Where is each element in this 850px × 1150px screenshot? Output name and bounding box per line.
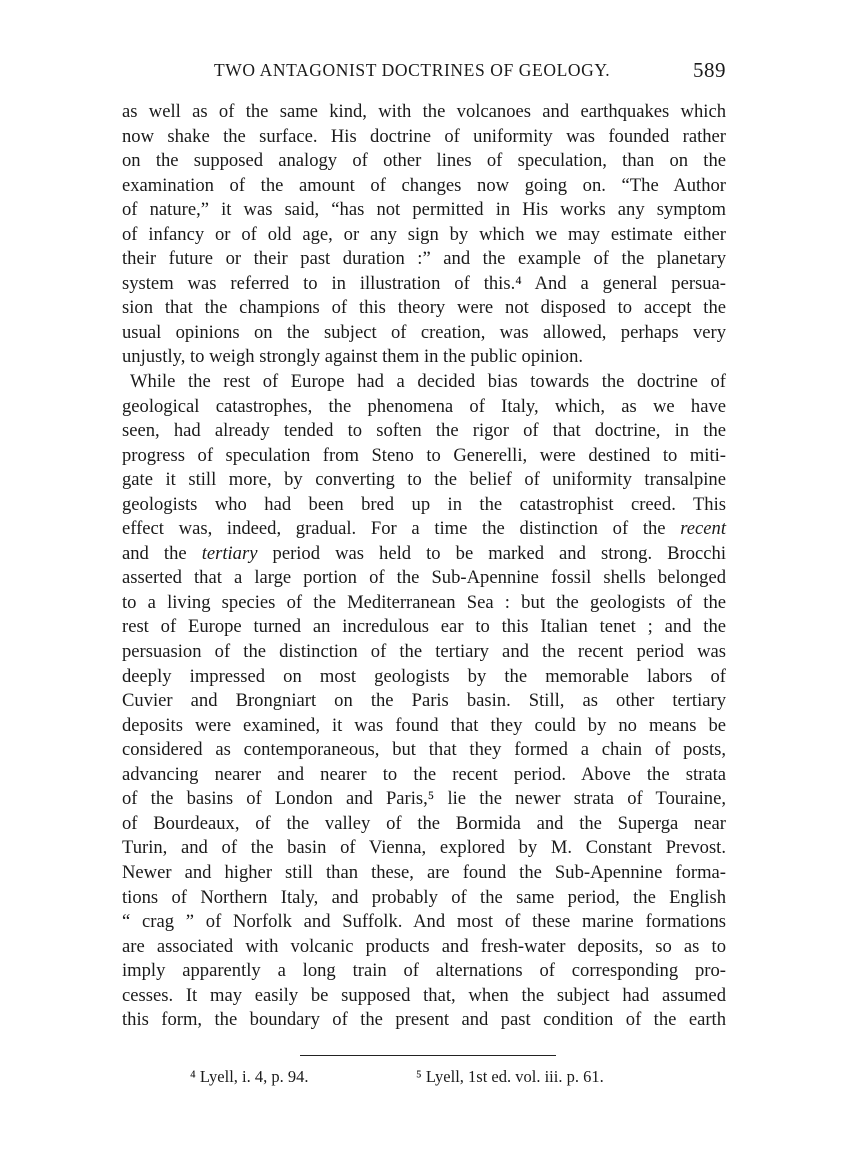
running-head [122, 58, 726, 88]
text-line: usual opinions on the subject of creation, was allowed, perhaps very [122, 321, 726, 343]
text-line: seen, had already tended to soften the rigor of that doctrine, in the [122, 420, 726, 442]
text-line: progress of speculation from Steno to Generelli, were destined to miti- [122, 444, 726, 466]
text-line: their future or their past duration :” and the example of the planetary [122, 248, 726, 270]
text-line: are associated with volcanic products and fresh-water deposits, so as to [122, 935, 726, 957]
text-line: system was referred to in illustration of this.⁴ And a general persua- [122, 272, 726, 294]
text-line: of Bourdeaux, of the valley of the Bormida and the Superga near [122, 812, 726, 834]
emphasized-word: tertiary [201, 542, 258, 564]
text-line: deeply impressed on most geologists by the memorable labors of [122, 665, 726, 687]
text-line: of infancy or of old age, or any sign by which we may estimate either [122, 223, 726, 245]
text-line: to a living species of the Mediterranean Sea : but the geologists of the [122, 591, 726, 613]
text-line: considered as contemporaneous, but that they formed a chain of posts, [122, 739, 726, 761]
page-number: 589 [693, 58, 726, 82]
text-line: asserted that a large portion of the Sub-Apennine fossil shells belonged [122, 567, 726, 589]
footnote-4: ⁴ Lyell, i. 4, p. 94. [190, 1067, 309, 1086]
text-line: persuasion of the distinction of the tertiary and the recent period was [122, 641, 726, 663]
text-line: of nature,” it was said, “has not permitted in His works any symptom [122, 199, 726, 221]
text-line: Newer and higher still than these, are found the Sub-Apennine forma- [122, 861, 726, 883]
text-line: While the rest of Europe had a decided bias towards the doctrine of [130, 371, 726, 393]
text-line: on the supposed analogy of other lines of speculation, than on the [122, 150, 726, 172]
text-line: Turin, and of the basin of Vienna, explored by M. Constant Prevost. [122, 837, 726, 859]
text-line: Cuvier and Brongniart on the Paris basin. Still, as other tertiary [122, 690, 726, 712]
text-line: this form, the boundary of the present and past condition of the earth [122, 1009, 726, 1031]
text-line: rest of Europe turned an incredulous ear to this Italian tenet ; and the [122, 616, 726, 638]
text-line: geologists who had been bred up in the catastrophist creed. This [122, 493, 726, 515]
text-line: imply apparently a long train of alternations of corresponding pro- [122, 960, 726, 982]
text-line: tions of Northern Italy, and probably of the same period, the English [122, 886, 726, 908]
text-line: deposits were examined, it was found that they could by no means be [122, 714, 726, 736]
footnote-5: ⁵ Lyell, 1st ed. vol. iii. p. 61. [416, 1067, 604, 1086]
text-line: now shake the surface. His doctrine of uniformity was founded rather [122, 125, 726, 147]
text-line: and the tertiary period was held to be marked and strong. Brocchi [122, 542, 727, 564]
text-line: geological catastrophes, the phenomena of Italy, which, as we have [122, 395, 726, 417]
running-title: TWO ANTAGONIST DOCTRINES OF GEOLOGY. [214, 60, 611, 80]
text-line: gate it still more, by converting to the belief of uniformity transalpine [122, 469, 726, 491]
text-line: advancing nearer and nearer to the recent period. Above the strata [122, 763, 726, 785]
emphasized-word: recent [680, 518, 726, 540]
text-line: sion that the champions of this theory were not disposed to accept the [122, 297, 726, 319]
text-line: cesses. It may easily be supposed that, when the subject had assumed [122, 984, 726, 1006]
text-line: unjustly, to weigh strongly against them in the public opinion. [122, 346, 584, 368]
body-text [122, 100, 726, 1033]
text-line: “ crag ” of Norfolk and Suffolk. And most of these marine formations [122, 911, 726, 933]
text-line: examination of the amount of changes now going on. “The Author [122, 174, 726, 196]
text-line: of the basins of London and Paris,⁵ lie the newer strata of Touraine, [122, 788, 726, 810]
footnotes [190, 1067, 670, 1093]
footnote-divider [300, 1055, 556, 1056]
text-line: as well as of the same kind, with the volcanoes and earthquakes which [122, 101, 726, 122]
text-line: effect was, indeed, gradual. For a time the distinction of the recent [122, 518, 726, 540]
